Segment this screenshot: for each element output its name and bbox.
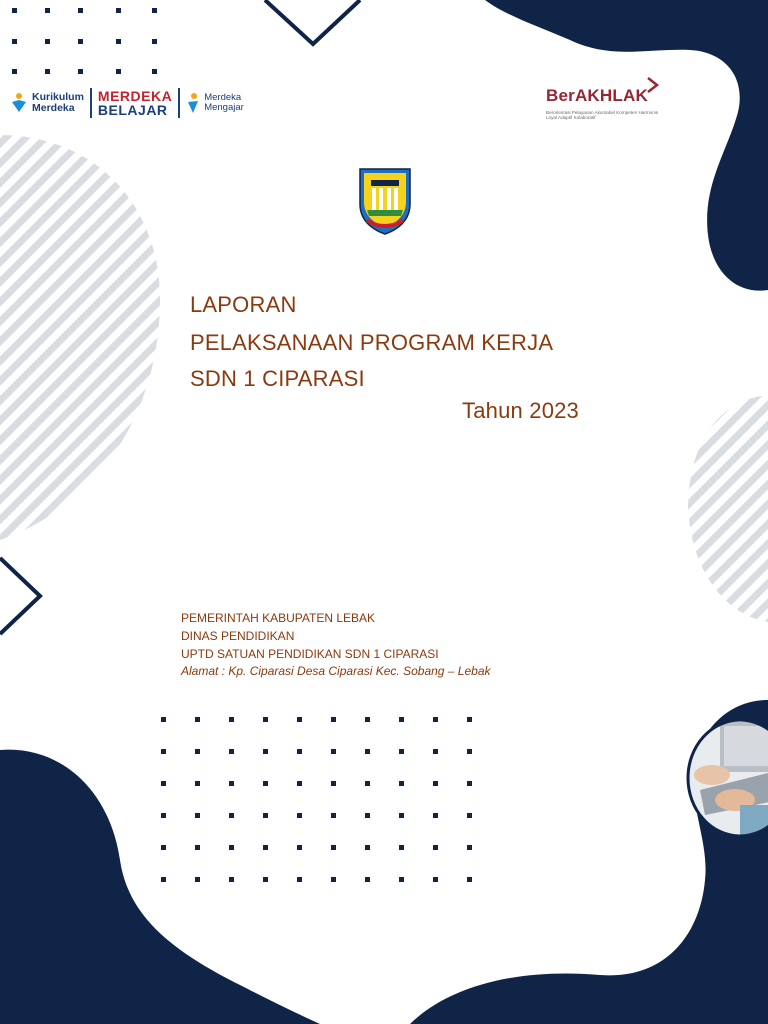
merdeka-mengajar-logo — [186, 92, 244, 114]
merdeka-belajar-line2: BELAJAR — [97, 102, 168, 118]
laptop-photo — [680, 712, 768, 842]
berakhlak-logo — [544, 76, 664, 126]
stripe-blob-left — [0, 135, 160, 540]
institution-line2: DINAS PENDIDIKAN — [181, 629, 295, 643]
berakhlak-tagline: Berorientasi Pelayanan Akuntabel Kompeten Harmonis Loyal Adaptif Kolaboratif — [546, 110, 659, 121]
report-title-line1: LAPORAN — [190, 292, 297, 317]
report-title-line2: PELAKSANAAN PROGRAM KERJA — [190, 330, 554, 355]
logo-divider — [90, 88, 92, 118]
institution-line3: UPTD SATUAN PENDIDIKAN SDN 1 CIPARASI — [181, 647, 439, 661]
dot-grid-top-left — [12, 8, 157, 74]
school-emblem-icon — [357, 166, 413, 236]
navy-blob-top-right — [485, 0, 768, 291]
institution-address: Alamat : Kp. Ciparasi Desa Ciparasi Kec. Sobang – Lebak — [181, 664, 491, 678]
chevron-right-left — [0, 558, 40, 634]
dot-grid-center — [161, 717, 472, 882]
kurikulum-merdeka-icon — [10, 92, 28, 114]
merdeka-mengajar-icon — [186, 92, 200, 114]
institution-line1: PEMERINTAH KABUPATEN LEBAK — [181, 611, 376, 625]
navy-blob-bottom-left — [0, 750, 320, 1024]
education-logos — [10, 86, 244, 120]
kurikulum-line1: Kurikulum — [32, 91, 84, 103]
kurikulum-merdeka-logo — [10, 92, 84, 114]
report-title-line3: SDN 1 CIPARASI — [190, 366, 365, 391]
merdeka-mengajar-line1: Merdeka — [204, 92, 242, 103]
chevron-down-top — [265, 0, 360, 44]
berakhlak-title: BerAKHLAK — [546, 86, 648, 105]
logo-divider — [178, 88, 180, 118]
kurikulum-line2: Merdeka — [32, 102, 75, 114]
merdeka-mengajar-line2: Mengajar — [204, 102, 244, 113]
merdeka-belajar-line1: MERDEKA — [97, 88, 173, 104]
stripe-blob-right — [688, 395, 768, 622]
merdeka-belajar-logo — [98, 89, 172, 117]
report-year: Tahun 2023 — [462, 398, 579, 423]
